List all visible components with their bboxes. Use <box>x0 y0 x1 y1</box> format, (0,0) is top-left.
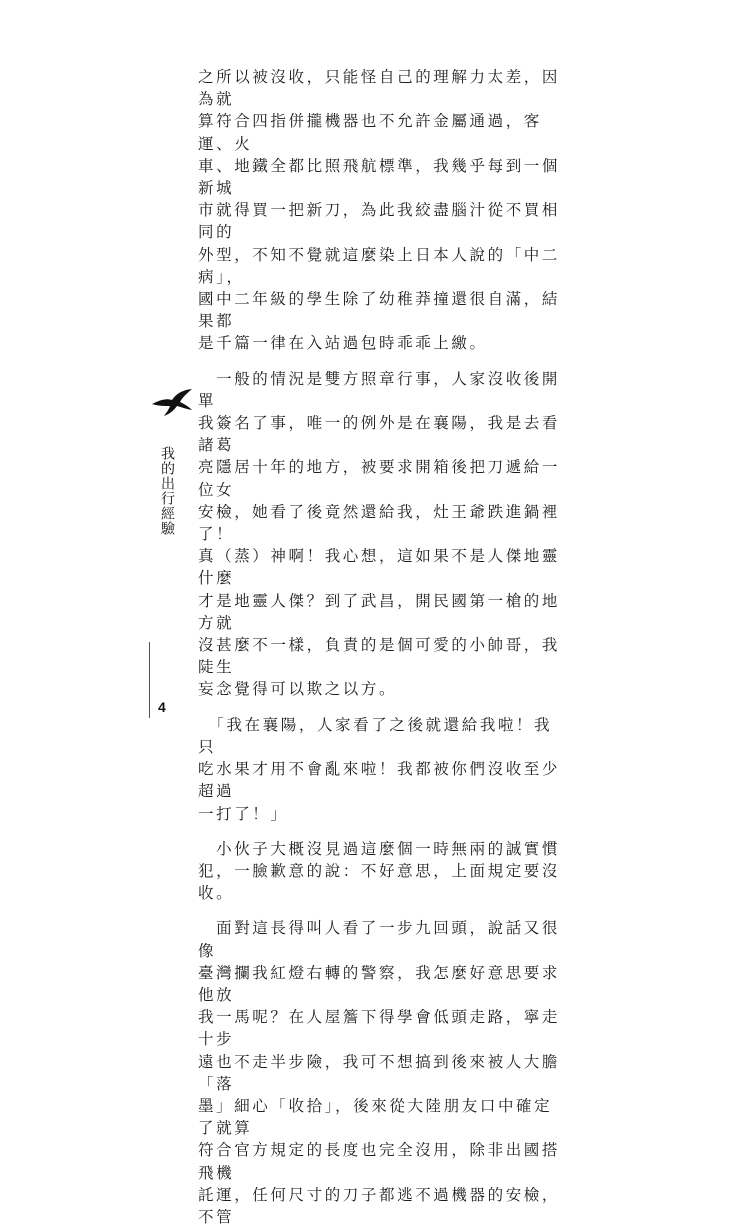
paragraph-3: 「我在襄陽，人家看了之後就還給我啦！我只 吃水果才用不會亂來啦！我都被你們沒收至少超過 一打了！」 <box>198 715 561 823</box>
paragraph-5: 面對這長得叫人看了一步九回頭，說話又很像 臺灣攔我紅燈右轉的警察，我怎麼好意思要求他放 我一馬呢？在人屋簷下得學會低頭走路，寧走十步 遠也不走半步險，我可不想搞到後來被人大膽「落 墨」細心「收拾」，後來從大陸朋友口中確定了就算 符合官方規定的長度也完全沒用，除非出國搭飛機 託運，任何尺寸的刀子都逃不過機器的安檢，不管 <box>198 919 561 1226</box>
paragraph-2: 一般的情況是雙方照章行事，人家沒收後開單 我簽名了事，唯一的例外是在襄陽，我是去看諸葛 亮隱居十年的地方，被要求開箱後把刀遞給一位女 安檢，她看了後竟然還給我，灶王爺跌進鍋裡了！ 真（蒸）神啊！我心想，這如果不是人傑地靈什麼 才是地靈人傑？到了武昌，開民國第一槍的地方就 沒甚麼不一樣，負責的是個可愛的小帥哥，我陡生 妄念覺得可以欺之以方。 <box>198 369 561 699</box>
paragraph-1: 之所以被沒收，只能怪自己的理解力太差，因為就 算符合四指併攏機器也不允許金屬通過，客運、火 車、地鐵全都比照飛航標準，我幾乎每到一個新城 市就得買一把新刀，為此我絞盡腦汁從不買相同的 外型，不知不覺就這麼染上日本人說的「中二病」， 國中二年級的學生除了幼稚莽撞還很自滿，結果都 是千篇一律在入站過包時乖乖上繳。 <box>198 68 561 353</box>
bird-silhouette-icon <box>150 388 194 418</box>
footer-rule <box>149 642 150 718</box>
chapter-title: 我的出行經驗 <box>159 446 175 536</box>
body-text <box>198 66 570 1228</box>
paragraph-4: 小伙子大概沒見過這麼個一時無兩的誠實慣 犯，一臉歉意的說：不好意思，上面規定要沒收。 <box>198 839 561 903</box>
page-number: 4 <box>158 699 166 715</box>
